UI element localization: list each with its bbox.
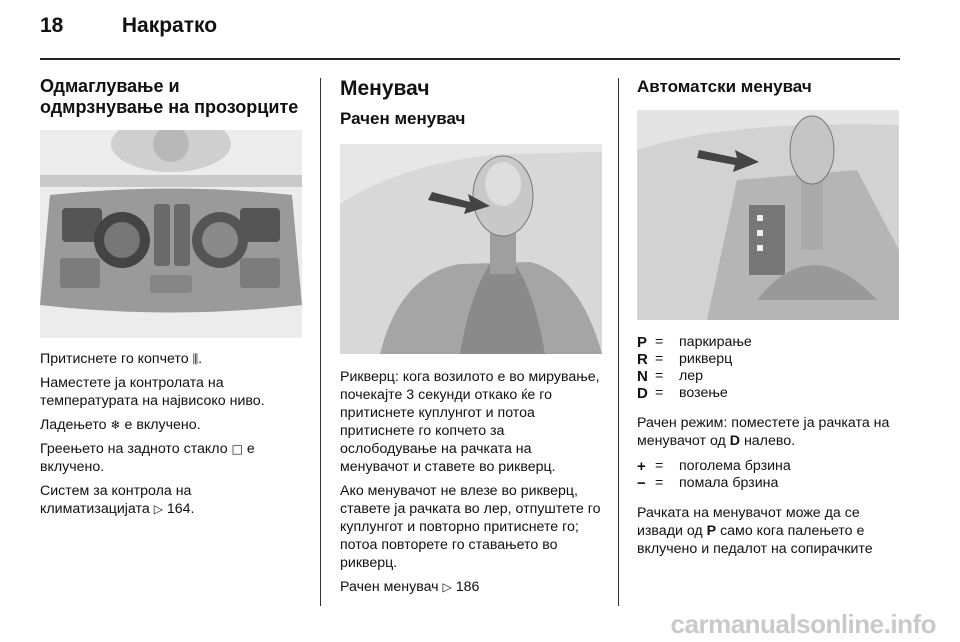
paragraph: Наместете ја контролата на температурата на највисоко ниво. [40,375,265,409]
subsection-heading: Автоматски менувач [637,77,812,96]
watermark: carmanualsonline.info [670,609,936,639]
gear-key: N [637,368,648,385]
gear-key: D [637,385,648,402]
page-reference-link[interactable]: 186 [455,579,480,595]
column-automatic [637,76,903,564]
paragraph: Рачен режим: поместете ја рачката на менувачот од D налево. [637,415,890,449]
page-title: Накратко [121,14,218,37]
gear-definition-row [637,368,903,385]
minus-icon: − [637,475,646,492]
equals-sign: = [655,368,664,384]
paragraph: Греењето на задното стакло □ е вклучено. [40,441,255,475]
ac-snowflake-icon: ❄ [110,418,121,432]
paragraph: Ладењето ❄ е вклучено. [40,417,201,433]
gear-definition-row [637,351,903,368]
equals-sign: = [655,351,664,367]
reference-arrow-icon: ▷ [442,580,452,594]
minus-definition: − = помала брзина [637,475,779,492]
column-defog [40,76,302,524]
paragraph: Рачен менувач ▷ 186 [340,579,480,595]
page-reference-link[interactable]: 164. [166,501,195,517]
gear-definition-row [637,334,903,351]
plus-icon: + [637,458,646,475]
paragraph: Рикверц: кога возилото е во мирување, почекајте 3 секунди откако ќе го притиснете куплунгот и потоа притиснете го копчето за ослободување на рачката на менувачот и ставете во рикверц. [340,369,600,475]
subsection-heading: Рачен менувач [340,109,466,128]
gear-key: R [637,351,648,368]
gear-meaning: рикверц [679,351,733,367]
plus-definition: + = поголема брзина [637,458,791,475]
column-divider [618,78,619,606]
rear-window-heat-icon: ⫼ [192,352,199,366]
gear-definition-row [637,385,903,402]
paragraph: Рачката на менувачот може да се извади од P само кога палењето е вклучено и педалот на сопирачките [637,505,873,557]
page-number: 18 [40,14,64,37]
page-header [40,14,217,38]
column-divider [320,78,321,606]
paragraph: Систем за контрола на климатизацијата ▷ 164. [40,483,195,517]
column-transmission [340,76,604,602]
gear-key: P [637,334,648,351]
equals-sign: = [655,385,664,401]
section-title: Менувач [340,77,430,100]
gear-meaning: возење [679,385,728,401]
gear-meaning: лер [679,368,704,384]
paragraph: Ако менувачот не влезе во рикверц, ставете ја рачката во лер, отпуштете го куплунгот и повторно притиснете го; потоа повторете го ставањето во рикверц. [340,483,601,571]
section-heading: Одмаглување и одмрзнување на прозорците [40,76,299,117]
automatic-gearshift-image [637,110,899,320]
reference-arrow-icon: ▷ [153,502,163,516]
gear-definitions [637,334,903,402]
paragraph: Притиснете го копчето ⫼. [40,351,203,367]
gear-meaning: паркирање [679,334,752,350]
manual-gearshift-image [340,144,602,354]
equals-sign: = [655,334,664,350]
rear-window-defrost-icon: □ [231,442,243,456]
climate-control-image [40,130,302,338]
header-rule [40,58,900,60]
